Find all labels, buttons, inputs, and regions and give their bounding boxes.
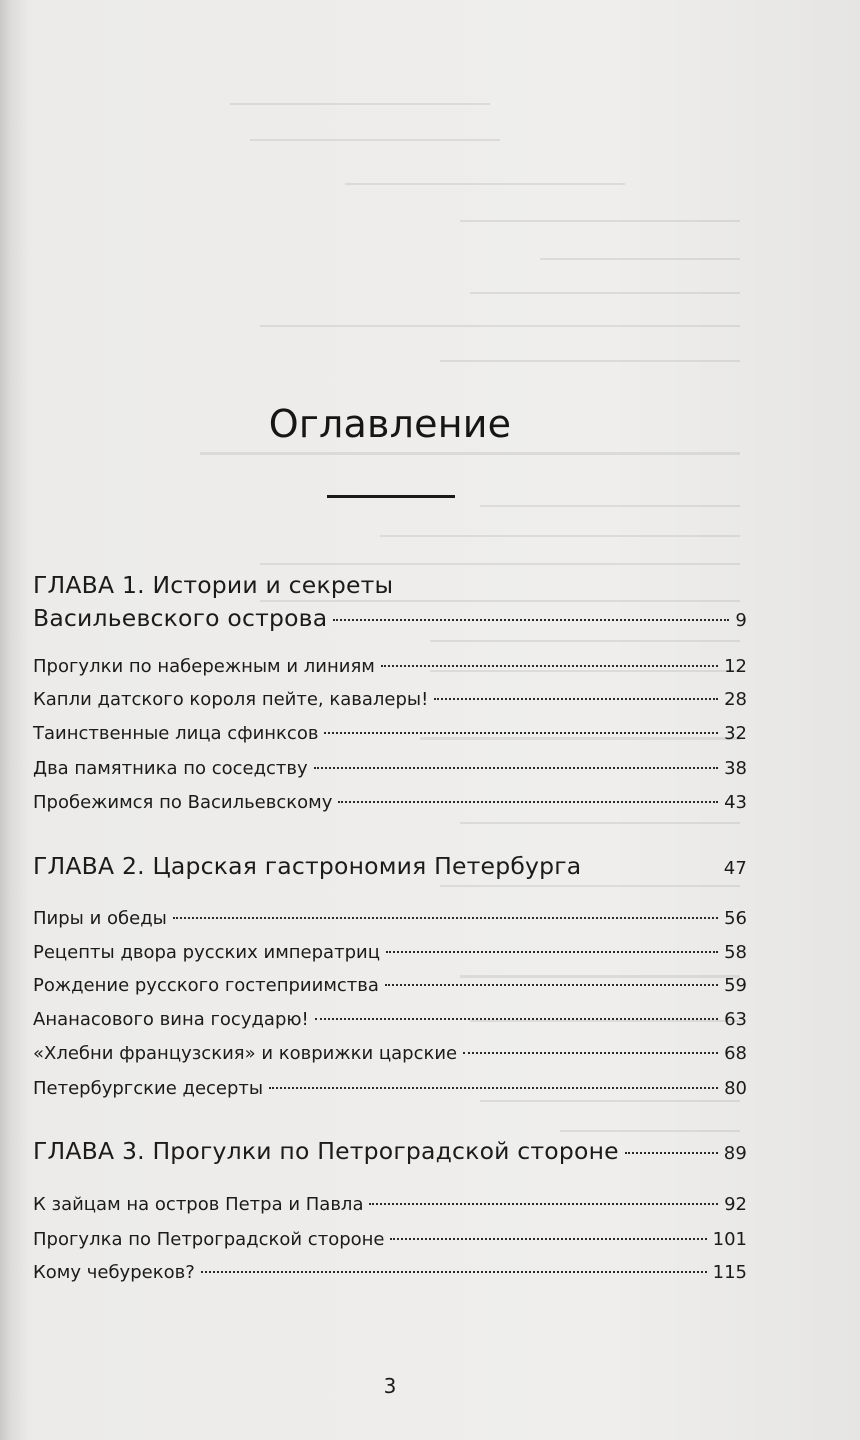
- dot-leader: [201, 1271, 707, 1273]
- toc-entry[interactable]: [33, 942, 747, 963]
- dot-leader: [463, 1052, 718, 1054]
- toc-entry[interactable]: [33, 1009, 747, 1030]
- dot-leader: [385, 984, 718, 986]
- toc-entry[interactable]: [33, 1078, 747, 1099]
- toc-entry[interactable]: [33, 758, 747, 779]
- title-underline: [327, 495, 455, 498]
- dot-leader: [434, 698, 718, 700]
- entry-page: 12: [724, 656, 747, 677]
- toc-entry[interactable]: [33, 1229, 747, 1250]
- entry-title: Прогулка по Петроградской стороне: [33, 1229, 385, 1250]
- entry-title: «Хлебни французския» и коврижки царские: [33, 1043, 458, 1064]
- dot-leader: [381, 665, 718, 667]
- chapter-3-title: ГЛАВА 3. Прогулки по Петроградской стороне: [33, 1137, 619, 1165]
- entry-title: Капли датского короля пейте, кавалеры!: [33, 689, 429, 710]
- entry-title: Рождение русского гостеприимства: [33, 975, 379, 996]
- entry-page: 38: [724, 758, 747, 779]
- entry-title: Таинственные лица сфинксов: [33, 723, 319, 744]
- chapter-1-title-line1: ГЛАВА 1. Истории и секреты: [33, 571, 394, 599]
- chapter-2-page: 47: [723, 858, 747, 879]
- toc-entry[interactable]: [33, 656, 747, 677]
- chapter-3-entry[interactable]: [33, 1137, 747, 1165]
- dot-leader: [386, 951, 718, 953]
- chapter-1-page: 9: [735, 610, 747, 631]
- entry-title: Кому чебуреков?: [33, 1262, 195, 1283]
- toc-entry[interactable]: [33, 792, 747, 813]
- entry-page: 59: [724, 975, 747, 996]
- toc-entry[interactable]: [33, 723, 747, 744]
- entry-title: Пиры и обеды: [33, 908, 167, 929]
- toc-entry[interactable]: [33, 908, 747, 929]
- entry-page: 101: [712, 1229, 747, 1250]
- chapter-2-entry[interactable]: [33, 852, 747, 880]
- toc-entry[interactable]: [33, 1043, 747, 1064]
- dot-leader: [269, 1087, 718, 1089]
- toc-entry[interactable]: [33, 1262, 747, 1283]
- entry-page: 43: [724, 792, 747, 813]
- dot-leader: [625, 1152, 718, 1154]
- chapter-2-title: ГЛАВА 2. Царская гастрономия Петербурга: [33, 852, 582, 880]
- chapter-1-title-line2: Васильевского острова: [33, 604, 328, 632]
- page-number: 3: [383, 1374, 397, 1398]
- entry-page: 115: [712, 1262, 747, 1283]
- entry-title: Ананасового вина государю!: [33, 1009, 309, 1030]
- entry-page: 92: [724, 1194, 747, 1215]
- toc-entry[interactable]: [33, 689, 747, 710]
- entry-page: 68: [724, 1043, 747, 1064]
- entry-title: К зайцам на остров Петра и Павла: [33, 1194, 364, 1215]
- entry-page: 28: [724, 689, 747, 710]
- toc-title: Оглавление: [268, 402, 512, 446]
- entry-title: Прогулки по набережным и линиям: [33, 656, 375, 677]
- entry-title: Пробежимся по Васильевскому: [33, 792, 333, 813]
- dot-leader: [338, 801, 718, 803]
- dot-leader: [173, 917, 718, 919]
- dot-leader: [315, 1018, 718, 1020]
- dot-leader: [587, 867, 717, 869]
- entry-page: 63: [724, 1009, 747, 1030]
- chapter-1-entry[interactable]: [33, 604, 747, 632]
- toc-entry[interactable]: [33, 1194, 747, 1215]
- entry-title: Два памятника по соседству: [33, 758, 308, 779]
- entry-page: 32: [724, 723, 747, 744]
- dot-leader: [369, 1203, 718, 1205]
- dot-leader: [314, 767, 718, 769]
- entry-title: Рецепты двора русских императриц: [33, 942, 380, 963]
- chapter-3-page: 89: [723, 1143, 747, 1164]
- entry-page: 80: [724, 1078, 747, 1099]
- entry-page: 56: [724, 908, 747, 929]
- dot-leader: [324, 732, 718, 734]
- toc-entry[interactable]: [33, 975, 747, 996]
- dot-leader: [390, 1238, 706, 1240]
- entry-page: 58: [724, 942, 747, 963]
- entry-title: Петербургские десерты: [33, 1078, 264, 1099]
- dot-leader: [333, 619, 729, 621]
